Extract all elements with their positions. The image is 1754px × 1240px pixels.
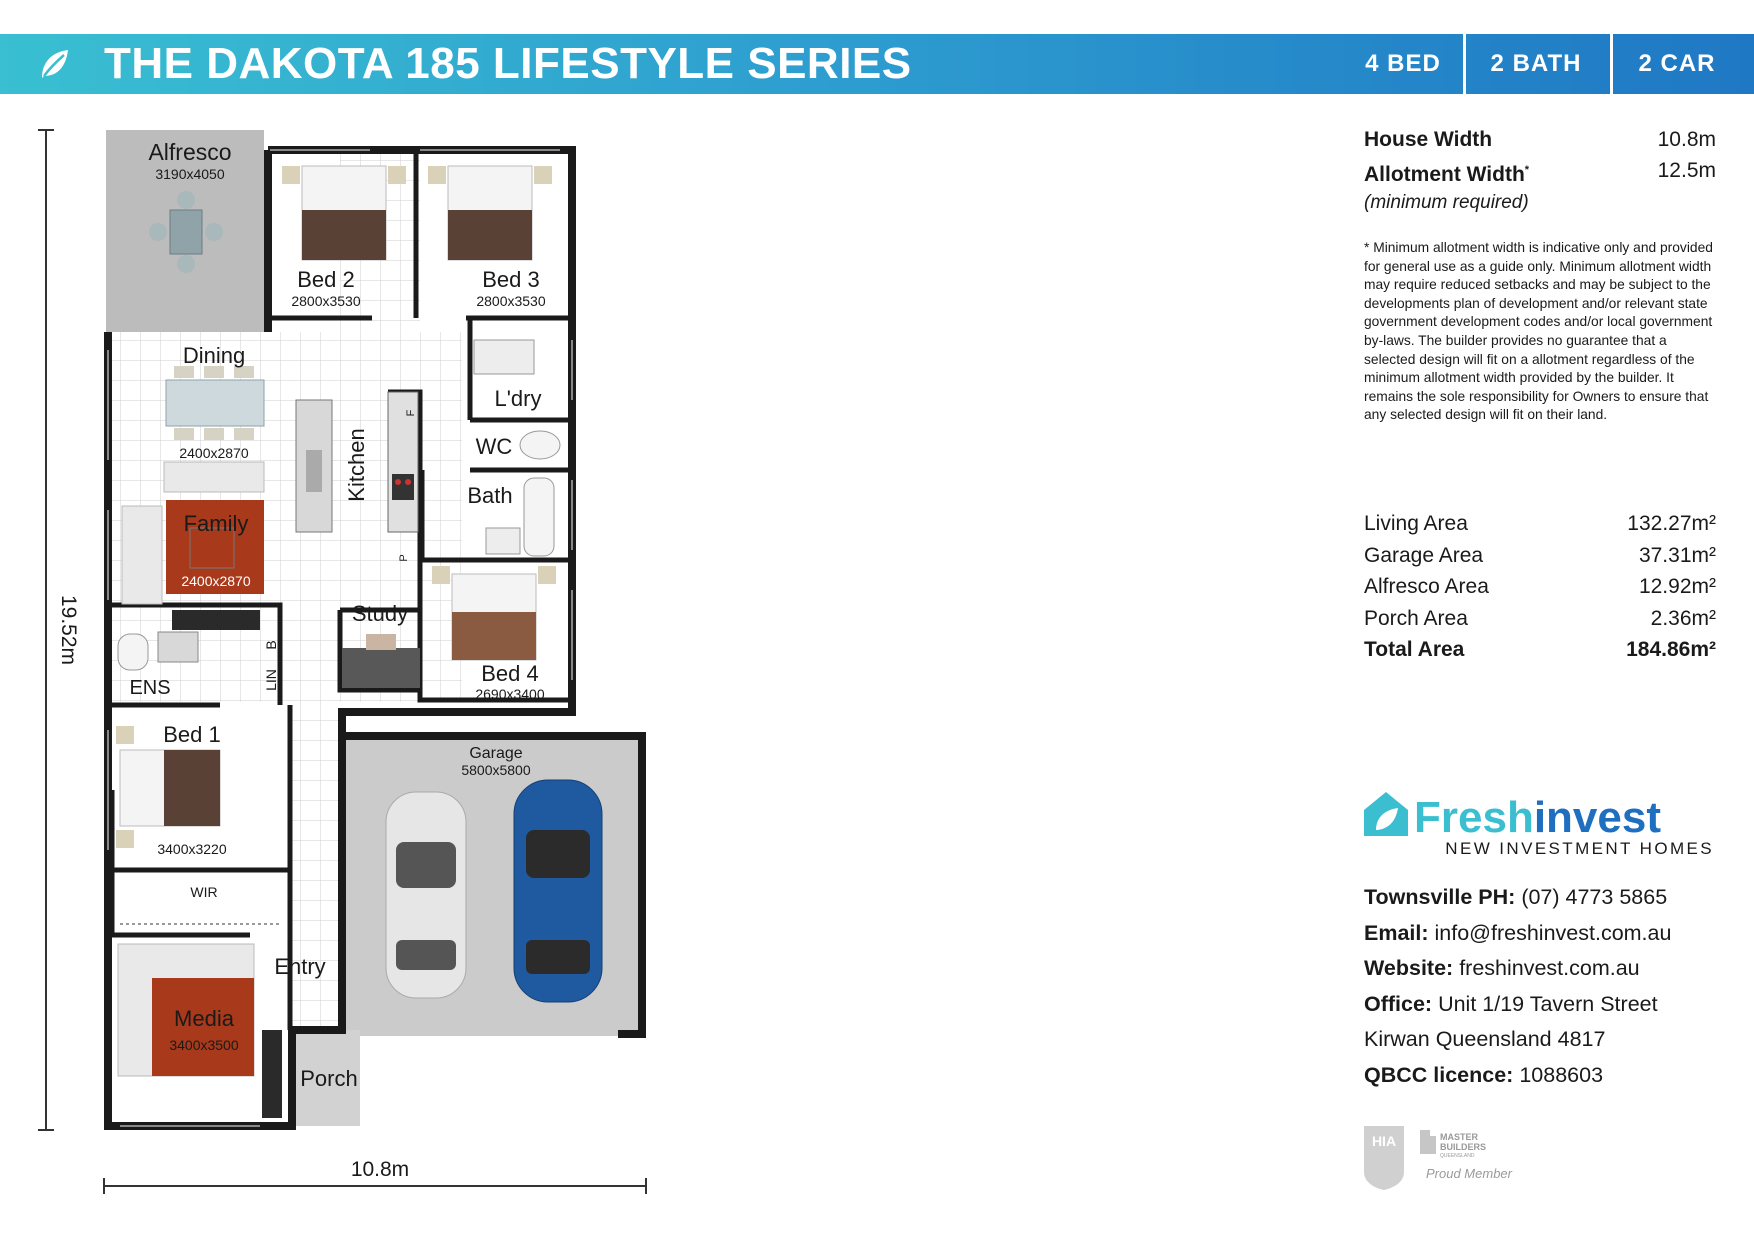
spec-beds: 4 BED — [1365, 50, 1441, 77]
entry-label: Entry — [274, 954, 326, 979]
svg-text:BUILDERS: BUILDERS — [1440, 1142, 1487, 1152]
bed4-size: 2690x3400 — [475, 686, 545, 702]
floor-plan — [0, 110, 720, 1220]
bed3-furniture — [428, 166, 552, 260]
area-row — [1364, 540, 1716, 572]
bed1-label: Bed 1 — [163, 722, 221, 747]
allotment-width-value: 12.5m — [1657, 159, 1716, 182]
alfresco-size: 3190x4050 — [155, 166, 225, 182]
allotment-marker: * — [1524, 164, 1530, 176]
area-label: Living Area — [1364, 512, 1468, 535]
family-label: Family — [183, 511, 249, 536]
website-label: Website: — [1364, 956, 1454, 980]
minimum-required-note: (minimum required) — [1364, 192, 1529, 213]
height-dim-label: 19.52m — [57, 594, 80, 666]
porch-label: Porch — [300, 1066, 358, 1091]
bed3-label: Bed 3 — [482, 267, 540, 292]
phone-value[interactable]: (07) 4773 5865 — [1521, 885, 1668, 909]
area-value: 132.27m² — [1627, 512, 1716, 535]
leaf-icon — [36, 46, 72, 82]
svg-text:HIA: HIA — [1371, 1133, 1397, 1149]
area-label: Garage Area — [1364, 543, 1484, 567]
qbcc-value: 1088603 — [1519, 1062, 1604, 1087]
dimensions-block — [1364, 124, 1716, 216]
area-row — [1364, 603, 1716, 635]
wc-label: WC — [475, 434, 513, 459]
media-size: 3400x3500 — [169, 1037, 239, 1053]
media-lounge — [118, 944, 282, 1118]
width-dimension — [104, 1158, 646, 1194]
bed2-label: Bed 2 — [297, 267, 355, 292]
wir-label: WIR — [190, 884, 218, 900]
house-width-label: House Width — [1364, 128, 1493, 151]
office-value: Unit 1/19 Tavern Street — [1438, 991, 1658, 1016]
media-label: Media — [174, 1006, 234, 1031]
phone-line — [1364, 880, 1734, 916]
area-row — [1364, 571, 1716, 603]
area-row — [1364, 508, 1716, 540]
office-label: Office: — [1364, 991, 1433, 1016]
blue-car-icon — [514, 780, 602, 1002]
spec-divider — [1610, 34, 1613, 94]
kitchen-island — [296, 400, 332, 532]
office-line-2: Kirwan Queensland 4817 — [1364, 1027, 1606, 1051]
b-label: B — [263, 640, 279, 650]
bed1-size: 3400x3220 — [157, 841, 227, 857]
bathtub-icon — [524, 478, 554, 556]
allotment-width-row — [1364, 155, 1716, 190]
office-line — [1364, 987, 1734, 1023]
dining-label: Dining — [182, 343, 246, 368]
disclaimer-text: * Minimum allotment width is indicative only and provided for general use as a guide only. Minimum allotment width may require reduced setbacks and may be subject to the developments plan of development and/or relevant state government development codes and/or local government by-laws. The builder provides no guarantee that a selected design will fit on a allotment regardless of the minimum allotment width provided by the builder. It remains the sole responsibility for Owners to ensure that any selected design will fit on their land. — [1364, 240, 1713, 423]
total-area-value: 184.86m² — [1626, 638, 1716, 661]
brand-name: Freshinvest — [1414, 793, 1661, 842]
house-leaf-icon — [1364, 792, 1408, 836]
ens-label: ENS — [129, 677, 171, 699]
bed3-size: 2800x3530 — [476, 293, 546, 309]
email-line — [1364, 916, 1734, 952]
bath-label: Bath — [467, 483, 513, 508]
svg-text:MASTER: MASTER — [1440, 1132, 1478, 1142]
ens-vanity — [158, 632, 198, 662]
membership-badges — [1360, 1122, 1540, 1192]
fridge-label: F — [405, 409, 417, 417]
spec-cars: 2 CAR — [1638, 50, 1716, 77]
area-value: 37.31m² — [1638, 543, 1716, 567]
email-value[interactable]: info@freshinvest.com.au — [1434, 920, 1672, 945]
area-value: 12.92m² — [1638, 575, 1716, 598]
area-value: 2.36m² — [1650, 606, 1716, 630]
brand-tagline: NEW INVESTMENT HOMES — [1445, 839, 1714, 858]
ens-toilet-icon — [118, 634, 148, 670]
areas-table — [1364, 508, 1716, 666]
website-value[interactable]: freshinvest.com.au — [1459, 956, 1640, 980]
bed2-size: 2800x3530 — [291, 293, 361, 309]
spec-divider — [1463, 34, 1466, 94]
bath-vanity — [486, 528, 520, 554]
study-chair — [366, 634, 396, 650]
garage-size: 5800x5800 — [461, 762, 531, 778]
laundry-label: L'dry — [494, 386, 542, 411]
total-area-row — [1364, 634, 1716, 666]
entry-tiles — [290, 700, 340, 1030]
area-label: Alfresco Area — [1364, 575, 1489, 598]
email-label: Email: — [1364, 920, 1429, 945]
white-car-icon — [386, 792, 466, 998]
svg-text:Proud Member: Proud Member — [1426, 1166, 1512, 1181]
hia-logo — [1364, 1126, 1404, 1190]
garage-label: Garage — [469, 745, 523, 762]
phone-label: Townsville PH: — [1364, 885, 1516, 909]
dining-size: 2400x2870 — [179, 445, 249, 461]
bed4-label: Bed 4 — [481, 661, 539, 686]
header-banner — [0, 34, 1754, 94]
spec-baths: 2 BATH — [1490, 50, 1582, 77]
pantry-label: P — [398, 554, 410, 562]
total-area-label: Total Area — [1364, 638, 1465, 661]
qbcc-line — [1364, 1058, 1734, 1094]
website-line — [1364, 951, 1734, 987]
linen-label: LIN — [263, 669, 279, 691]
page-title: THE DAKOTA 185 LIFESTYLE SERIES — [104, 39, 912, 88]
width-dim-label: 10.8m — [350, 1158, 410, 1181]
qbcc-label: QBCC licence: — [1364, 1062, 1514, 1087]
freshinvest-logo — [1362, 788, 1716, 858]
area-label: Porch Area — [1364, 606, 1468, 630]
allotment-width-label: Allotment Width — [1364, 163, 1525, 186]
toilet-icon — [520, 431, 560, 459]
study-desk — [342, 648, 420, 688]
house-width-row — [1364, 124, 1716, 155]
family-size: 2400x2870 — [181, 573, 251, 589]
height-dimension — [38, 130, 80, 1130]
contact-block — [1364, 880, 1734, 1093]
alfresco-label: Alfresco — [148, 139, 232, 165]
kitchen-label: Kitchen — [344, 428, 369, 502]
dining-table — [166, 366, 264, 440]
laundry-tub — [474, 340, 534, 374]
house-width-value: 10.8m — [1657, 128, 1716, 151]
study-label: Study — [351, 601, 409, 626]
svg-text:QUEENSLAND: QUEENSLAND — [1440, 1153, 1475, 1159]
master-builders-logo — [1420, 1130, 1513, 1181]
